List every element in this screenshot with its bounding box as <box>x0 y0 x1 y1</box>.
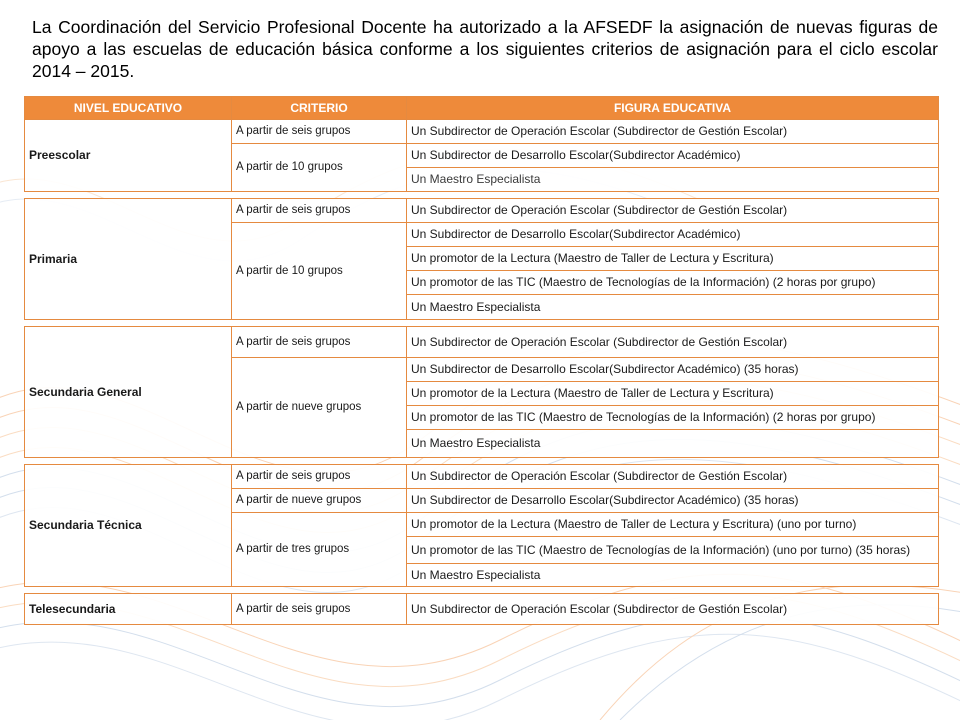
figure-cell: Un promotor de las TIC (Maestro de Tecnologías de la Información) (2 horas por grupo) <box>407 406 939 430</box>
criterion-cell: A partir de tres grupos <box>232 513 407 587</box>
criterion-cell: A partir de seis grupos <box>232 327 407 358</box>
figure-cell: Un Subdirector de Operación Escolar (Subdirector de Gestión Escolar) <box>407 465 939 489</box>
figure-cell: Un Subdirector de Desarrollo Escolar(Subdirector Académico) (35 horas) <box>407 358 939 382</box>
figure-cell: Un promotor de la Lectura (Maestro de Taller de Lectura y Escritura) <box>407 382 939 406</box>
figure-cell: Un Subdirector de Desarrollo Escolar(Subdirector Académico) (35 horas) <box>407 489 939 513</box>
figure-cell: Un Maestro Especialista <box>407 295 939 320</box>
group-gap <box>25 192 939 199</box>
figure-cell: Un Maestro Especialista <box>407 430 939 458</box>
figure-cell: Un Maestro Especialista <box>407 564 939 587</box>
assignment-table <box>24 96 939 625</box>
gap-cell <box>25 192 939 199</box>
table-header-row <box>25 97 939 120</box>
figure-cell: Un promotor de la Lectura (Maestro de Taller de Lectura y Escritura) (uno por turno) <box>407 513 939 537</box>
figure-cell: Un Subdirector de Operación Escolar (Subdirector de Gestión Escolar) <box>407 594 939 625</box>
table-row <box>25 594 939 625</box>
group-gap <box>25 587 939 594</box>
level-preescolar: Preescolar <box>25 120 232 192</box>
figure-cell: Un Subdirector de Operación Escolar (Subdirector de Gestión Escolar) <box>407 327 939 358</box>
table-row <box>25 199 939 223</box>
criterion-cell: A partir de seis grupos <box>232 120 407 144</box>
figure-cell: Un Maestro Especialista <box>407 168 939 192</box>
criterion-cell: A partir de nueve grupos <box>232 358 407 458</box>
gap-cell <box>25 320 939 327</box>
figure-cell: Un Subdirector de Desarrollo Escolar(Subdirector Académico) <box>407 223 939 247</box>
figure-cell: Un promotor de las TIC (Maestro de Tecnologías de la Información) (2 horas por grupo) <box>407 271 939 295</box>
figure-cell: Un promotor de las TIC (Maestro de Tecnologías de la Información) (uno por turno) (35 horas) <box>407 537 939 564</box>
header-figura: FIGURA EDUCATIVA <box>407 97 939 120</box>
assignment-table-wrapper <box>24 96 938 625</box>
criterion-cell: A partir de seis grupos <box>232 199 407 223</box>
level-secundaria-tecnica: Secundaria Técnica <box>25 465 232 587</box>
figure-cell: Un Subdirector de Desarrollo Escolar(Subdirector Académico) <box>407 144 939 168</box>
table-row <box>25 465 939 489</box>
gap-cell <box>25 587 939 594</box>
level-secundaria-general: Secundaria General <box>25 327 232 458</box>
criterion-cell: A partir de 10 grupos <box>232 223 407 320</box>
criterion-cell: A partir de 10 grupos <box>232 144 407 192</box>
criterion-cell: A partir de seis grupos <box>232 594 407 625</box>
criterion-cell: A partir de nueve grupos <box>232 489 407 513</box>
gap-cell <box>25 458 939 465</box>
group-gap <box>25 320 939 327</box>
level-primaria: Primaria <box>25 199 232 320</box>
table-row <box>25 327 939 358</box>
table-row <box>25 120 939 144</box>
figure-cell: Un Subdirector de Operación Escolar (Subdirector de Gestión Escolar) <box>407 120 939 144</box>
level-telesecundaria: Telesecundaria <box>25 594 232 625</box>
intro-paragraph: La Coordinación del Servicio Profesional Docente ha autorizado a la AFSEDF la asignación de nuevas figuras de apoyo a las escuelas de educación básica conforme a los siguientes criterios de asignación para el ciclo escolar 2014 – 2015. <box>32 17 938 81</box>
criterion-cell: A partir de seis grupos <box>232 465 407 489</box>
figure-cell: Un promotor de la Lectura (Maestro de Taller de Lectura y Escritura) <box>407 247 939 271</box>
group-gap <box>25 458 939 465</box>
header-criterio: CRITERIO <box>232 97 407 120</box>
figure-cell: Un Subdirector de Operación Escolar (Subdirector de Gestión Escolar) <box>407 199 939 223</box>
header-nivel: NIVEL EDUCATIVO <box>25 97 232 120</box>
